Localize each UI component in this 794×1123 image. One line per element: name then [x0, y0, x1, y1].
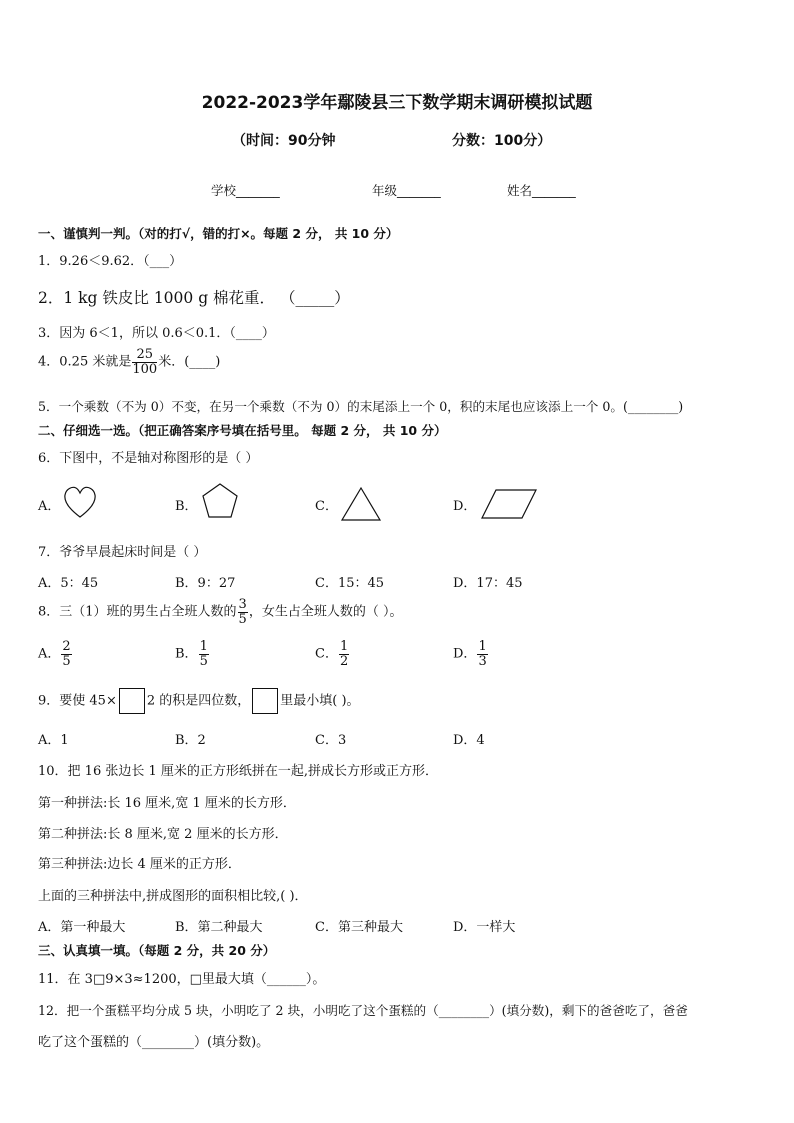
- fraction-numerator: 3: [238, 597, 247, 612]
- name-field[interactable]: 姓名_______: [507, 183, 576, 198]
- q7-option-a: A．5：45: [38, 576, 99, 591]
- blank-box[interactable]: [252, 688, 278, 714]
- q9-option-c: C．3: [315, 733, 347, 748]
- question-11: 11．在 3□9×3≈1200，□里最大填（______）。: [38, 972, 326, 987]
- exam-time: （时间：90分钟: [232, 133, 336, 149]
- question-3: 3．因为 6＜1，所以 0.6＜0.1．（____）: [38, 326, 275, 341]
- question-8: [38, 598, 402, 626]
- question-9-text-a: 9．要使 45×: [38, 693, 117, 709]
- question-10-line-1: 10．把 16 张边长 1 厘米的正方形纸拼在一起,拼成长方形或正方形．: [38, 764, 439, 779]
- blank-box[interactable]: [119, 688, 145, 714]
- question-4: [38, 348, 220, 376]
- fraction-denominator: 3: [478, 653, 487, 669]
- exam-score: 分数：100分）: [452, 133, 552, 149]
- fraction-denominator: 100: [132, 361, 158, 377]
- question-10-line-4: 第三种拼法:边长 4 厘米的正方形．: [38, 857, 241, 872]
- section-2-heading: 二、仔细选一选。（把正确答案序号填在括号里。 每题 2 分， 共 10 分）: [38, 423, 447, 438]
- section-3-heading: 三、认真填一填。（每题 2 分，共 20 分）: [38, 943, 276, 958]
- question-12-line-2: 吃了这个蛋糕的（________）(填分数)。: [38, 1035, 270, 1050]
- question-7: 7．爷爷早晨起床时间是（ ）: [38, 545, 207, 560]
- option-label: C．: [315, 646, 338, 662]
- fraction-denominator: 5: [62, 653, 71, 669]
- q8-option-b: [175, 640, 210, 668]
- q9-option-b: B．2: [175, 733, 206, 748]
- question-1: 1．9.26＜9.62．（___）: [38, 254, 183, 269]
- fraction: [339, 640, 349, 668]
- q9-option-a: A．1: [38, 733, 69, 748]
- q10-option-b: B．第二种最大: [175, 920, 263, 935]
- q6-option-b: B．: [175, 499, 198, 514]
- parallelogram-shape-icon: [480, 488, 538, 520]
- q8-option-d: [453, 640, 489, 668]
- fraction: [61, 640, 71, 668]
- fraction: [199, 640, 209, 668]
- fraction: [477, 640, 487, 668]
- question-6: 6．下图中，不是轴对称图形的是（ ）: [38, 451, 259, 466]
- q7-option-c: C．15：45: [315, 576, 385, 591]
- question-12-line-1: 12．把一个蛋糕平均分成 5 块，小明吃了 2 块，小明吃了这个蛋糕的（________）(填分数)，剩下的爸爸吃了，爸爸: [38, 1003, 688, 1018]
- question-9-text-c: 里最小填( )。: [280, 693, 360, 709]
- page-title: 2022-2023学年鄢陵县三下数学期末调研模拟试题: [201, 93, 593, 113]
- question-10-line-3: 第二种拼法:长 8 厘米,宽 2 厘米的长方形．: [38, 827, 288, 842]
- q6-option-a: A．: [38, 499, 61, 514]
- question-8-text: 8．三（1）班的男生占全班人数的: [38, 604, 237, 620]
- option-label: B．: [175, 646, 198, 662]
- fraction-numerator: 2: [62, 639, 71, 654]
- q8-option-c: [315, 640, 350, 668]
- fraction-denominator: 5: [238, 611, 247, 627]
- fraction-3-5: [238, 598, 248, 626]
- q7-option-d: D．17：45: [453, 576, 523, 591]
- q6-option-c: C．: [315, 499, 338, 514]
- question-5: 5．一个乘数（不为 0）不变，在另一个乘数（不为 0）的末尾添上一个 0，积的末尾也应该添上一个 0。(________): [38, 399, 684, 414]
- question-4-tail: 米．(____): [158, 354, 221, 370]
- fraction-numerator: 25: [132, 348, 157, 363]
- fraction-denominator: 2: [339, 653, 349, 669]
- question-4-text: 4．0.25 米就是: [38, 354, 132, 370]
- question-9-text-b: 2 的积是四位数，: [146, 693, 251, 709]
- pentagon-shape-icon: [200, 482, 240, 520]
- q7-option-b: B．9：27: [175, 576, 236, 591]
- q10-option-c: C．第三种最大: [315, 920, 403, 935]
- fraction-numerator: 1: [478, 639, 487, 654]
- option-label: D．: [453, 646, 477, 662]
- question-10-line-5: 上面的三种拼法中,拼成图形的面积相比较,( )．: [38, 889, 308, 904]
- question-9: [38, 688, 360, 714]
- fraction-25-100: [132, 348, 157, 376]
- option-label: A．: [38, 646, 61, 662]
- school-field[interactable]: 学校_______: [211, 183, 280, 198]
- fraction-numerator: 1: [339, 639, 349, 654]
- fraction-denominator: 5: [199, 653, 208, 669]
- question-8-tail: ，女生占全班人数的（ ）。: [248, 604, 403, 620]
- question-10-line-2: 第一种拼法:长 16 厘米,宽 1 厘米的长方形．: [38, 796, 296, 811]
- heart-shape-icon: [62, 484, 98, 520]
- q10-option-d: D．一样大: [453, 920, 516, 935]
- section-1-heading: 一、谨慎判一判。（对的打√，错的打×。每题 2 分， 共 10 分）: [38, 226, 399, 241]
- q9-option-d: D．4: [453, 733, 485, 748]
- triangle-shape-icon: [340, 486, 382, 522]
- grade-field[interactable]: 年级_______: [372, 183, 441, 198]
- question-2: 2．1 kg 铁皮比 1000 g 棉花重． （_____）: [38, 289, 350, 307]
- q8-option-a: [38, 640, 73, 668]
- q6-option-d: D．: [453, 499, 477, 514]
- q10-option-a: A．第一种最大: [38, 920, 126, 935]
- fraction-numerator: 1: [199, 639, 208, 654]
